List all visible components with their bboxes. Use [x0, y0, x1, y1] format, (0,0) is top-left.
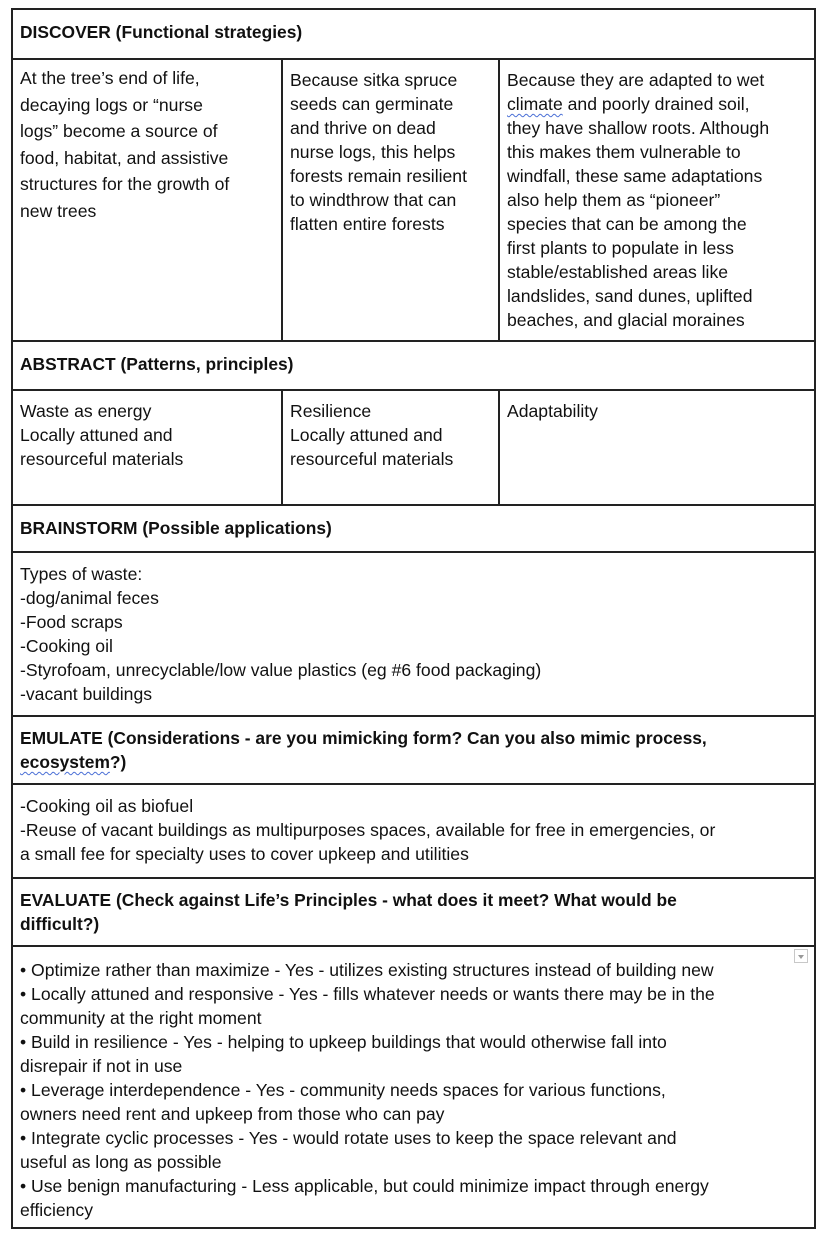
emulate-content-row[interactable]: [13, 785, 814, 879]
discover-cell-2[interactable]: [281, 60, 498, 340]
text-line: -Food scraps: [20, 612, 123, 632]
text-line: windfall, these same adaptations: [507, 166, 763, 186]
text-line: -vacant buildings: [20, 684, 153, 704]
evaluate-content[interactable]: [13, 947, 814, 1222]
text-line: Resilience: [290, 401, 372, 421]
evaluate-content-row[interactable]: [13, 947, 814, 1227]
text-line: Types of waste:: [20, 564, 143, 584]
discover-cell-3[interactable]: [498, 60, 814, 340]
discover-header: DISCOVER (Functional strategies): [20, 22, 303, 42]
abstract-cell-1[interactable]: [13, 391, 281, 504]
text-line: At the tree’s end of life,: [20, 68, 200, 88]
text-line: [507, 92, 807, 116]
abstract-header: ABSTRACT (Patterns, principles): [20, 354, 294, 374]
text-line: -Reuse of vacant buildings as multipurposes spaces, available for free in emergencies, or: [20, 820, 716, 840]
text-line: -dog/animal feces: [20, 588, 159, 608]
design-table: [11, 8, 816, 1229]
discover-header-row: [13, 10, 814, 60]
text-line: Because sitka spruce: [290, 70, 458, 90]
text-line: seeds can germinate: [290, 94, 454, 114]
text-line: Locally attuned and: [290, 425, 443, 445]
text-line: they have shallow roots. Although: [507, 118, 770, 138]
text-line: community at the right moment: [20, 1008, 262, 1028]
text-line: -Cooking oil as biofuel: [20, 796, 194, 816]
emulate-header-row: [13, 717, 814, 785]
text-line: • Locally attuned and responsive - Yes - fills whatever needs or wants there may be in the: [20, 984, 715, 1004]
text-line: stable/established areas like: [507, 262, 729, 282]
text-line: nurse logs, this helps: [290, 142, 456, 162]
text-line: species that can be among the: [507, 214, 747, 234]
text-line: owners need rent and upkeep from those who can pay: [20, 1104, 445, 1124]
header-line: difficult?): [20, 914, 100, 934]
text-line: new trees: [20, 200, 97, 221]
evaluate-header-row: [13, 879, 814, 947]
abstract-header-row: [13, 342, 814, 391]
text-line: logs” become a source of: [20, 121, 218, 142]
text-line: this makes them vulnerable to: [507, 142, 741, 162]
text-line: a small fee for specialty uses to cover upkeep and utilities: [20, 844, 469, 864]
text-fragment: and poorly drained soil,: [562, 94, 750, 114]
text-line: Because they are adapted to wet: [507, 70, 765, 90]
text-line: forests remain resilient: [290, 166, 467, 186]
header-line: EMULATE (Considerations - are you mimicking form? Can you also mimic process,: [20, 728, 707, 748]
text-line: landslides, sand dunes, uplifted: [507, 286, 753, 306]
brainstorm-content-row[interactable]: [13, 553, 814, 717]
text-line: useful as long as possible: [20, 1152, 222, 1172]
text-line: to windthrow that can: [290, 190, 457, 210]
emulate-content[interactable]: [13, 785, 814, 866]
text-line: • Integrate cyclic processes - Yes - would rotate uses to keep the space relevant and: [20, 1128, 677, 1148]
text-line: also help them as “pioneer”: [507, 190, 721, 210]
text-line: disrepair if not in use: [20, 1056, 183, 1076]
evaluate-header: [13, 879, 814, 936]
text-line: efficiency: [20, 1200, 94, 1220]
emulate-header: [13, 717, 814, 774]
text-line: -Styrofoam, unrecyclable/low value plastics (eg #6 food packaging): [20, 660, 542, 680]
text-line: structures for the growth of: [20, 174, 230, 195]
text-line: Adaptability: [507, 401, 598, 421]
abstract-cell-2[interactable]: [281, 391, 498, 504]
brainstorm-header: BRAINSTORM (Possible applications): [20, 518, 332, 538]
text-line: Waste as energy: [20, 401, 152, 421]
text-line: • Build in resilience - Yes - helping to upkeep buildings that would otherwise fall into: [20, 1032, 667, 1052]
text-line: • Optimize rather than maximize - Yes - utilizes existing structures instead of building new: [20, 960, 714, 980]
text-line: • Use benign manufacturing - Less applicable, but could minimize impact through energy: [20, 1176, 709, 1196]
text-line: resourceful materials: [20, 449, 184, 469]
cell-menu-icon[interactable]: [794, 949, 808, 963]
brainstorm-header-row: [13, 506, 814, 553]
text-line: food, habitat, and assistive: [20, 147, 229, 168]
text-line: beaches, and glacial moraines: [507, 310, 745, 330]
text-line: Locally attuned and: [20, 425, 173, 445]
spellcheck-word[interactable]: climate: [507, 94, 563, 114]
text-line: • Leverage interdependence - Yes - community needs spaces for various functions,: [20, 1080, 666, 1100]
spellcheck-word[interactable]: ecosystem: [20, 752, 110, 772]
text-line: -Cooking oil: [20, 636, 113, 656]
discover-cell-1[interactable]: [13, 60, 281, 340]
text-line: decaying logs or “nurse: [20, 94, 203, 115]
text-line: first plants to populate in less: [507, 238, 734, 258]
text-line: and thrive on dead: [290, 118, 436, 138]
abstract-cell-3[interactable]: [498, 391, 814, 504]
text-line: resourceful materials: [290, 449, 454, 469]
header-fragment: ?): [109, 752, 127, 772]
header-line: EVALUATE (Check against Life’s Principles - what does it meet? What would be: [20, 890, 677, 910]
abstract-content-row: [13, 391, 814, 506]
text-line: flatten entire forests: [290, 214, 445, 234]
discover-content-row: [13, 60, 814, 342]
header-line: [20, 750, 806, 774]
brainstorm-content[interactable]: [13, 553, 814, 706]
